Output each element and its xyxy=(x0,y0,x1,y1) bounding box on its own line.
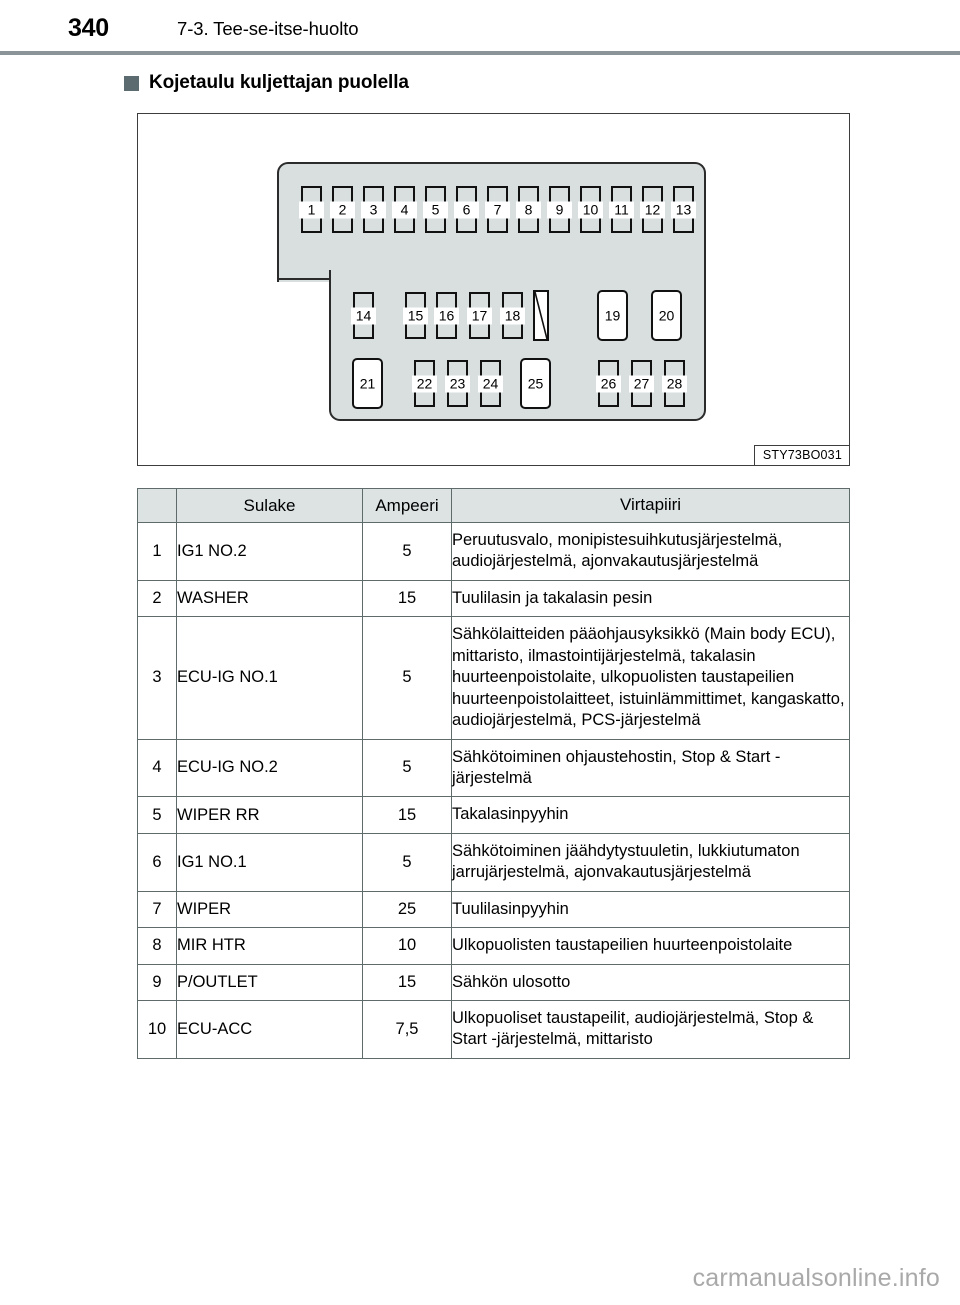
fuse-slot-2-label: 2 xyxy=(330,201,355,218)
fuse-slot-28-label: 28 xyxy=(662,375,687,392)
fuse-table-body xyxy=(138,523,850,1059)
cell-fuse-name: ECU-ACC xyxy=(177,1001,363,1059)
figure-code-label: STY73BO031 xyxy=(754,445,849,465)
fuse-slot-16 xyxy=(436,292,457,339)
diagonal-line-icon xyxy=(535,292,547,339)
relay-slot-19 xyxy=(597,290,628,341)
fuse-slot-7 xyxy=(487,186,508,233)
cell-number: 10 xyxy=(138,1001,177,1059)
relay-slot-21 xyxy=(352,358,383,409)
fuse-slot-18 xyxy=(502,292,523,339)
cell-ampere: 10 xyxy=(363,928,452,964)
fuse-slot-27-label: 27 xyxy=(629,375,654,392)
fuse-slot-5-label: 5 xyxy=(423,201,448,218)
fuse-slot-3-label: 3 xyxy=(361,201,386,218)
cell-circuit: Takalasinpyyhin xyxy=(452,797,850,833)
relay-slot-25-label: 25 xyxy=(527,375,544,391)
cell-circuit: Sähkön ulosotto xyxy=(452,964,850,1000)
cell-ampere: 5 xyxy=(363,617,452,739)
fuse-slot-6-label: 6 xyxy=(454,201,479,218)
square-bullet-icon xyxy=(124,76,139,91)
cell-fuse-name: WIPER xyxy=(177,891,363,927)
cell-fuse-name: MIR HTR xyxy=(177,928,363,964)
fuse-slot-18-label: 18 xyxy=(500,307,525,324)
cell-fuse-name: ECU-IG NO.2 xyxy=(177,739,363,797)
cell-fuse-name: IG1 NO.1 xyxy=(177,833,363,891)
table-row xyxy=(138,1001,850,1059)
fuse-slot-10-label: 10 xyxy=(578,201,603,218)
cell-fuse-name: WASHER xyxy=(177,580,363,616)
fuse-box-seam-mask xyxy=(331,266,704,276)
fuse-slot-12-label: 12 xyxy=(640,201,665,218)
cell-circuit: Sähkölaitteiden pääohjausyksikkö (Main body ECU), mittaristo, ilmastointijärjestelmä, takalasin huurteenpoistolaite, ulkopuolisten taustapeilien huurteenpoistolaitteet, istuinlämmittimet, kangaskatto, audiojärjestelmä, PCS-järjestelmä xyxy=(452,617,850,739)
fuse-slot-3 xyxy=(363,186,384,233)
fuse-slot-13-label: 13 xyxy=(671,201,696,218)
cell-ampere: 5 xyxy=(363,523,452,581)
fuse-list-table xyxy=(137,488,850,1059)
relay-slot-25 xyxy=(520,358,551,409)
fuse-slot-27 xyxy=(631,360,652,407)
fuse-slot-15 xyxy=(405,292,426,339)
fuse-slot-22 xyxy=(414,360,435,407)
relay-slot-19-label: 19 xyxy=(604,307,621,323)
table-row xyxy=(138,891,850,927)
fuse-slot-4 xyxy=(394,186,415,233)
cell-number: 9 xyxy=(138,964,177,1000)
fuse-slot-22-label: 22 xyxy=(412,375,437,392)
relay-slot-20-label: 20 xyxy=(658,307,675,323)
cell-fuse-name: WIPER RR xyxy=(177,797,363,833)
cell-ampere: 7,5 xyxy=(363,1001,452,1059)
fuse-slot-7-label: 7 xyxy=(485,201,510,218)
fuse-slot-9 xyxy=(549,186,570,233)
fuse-slot-24 xyxy=(480,360,501,407)
cell-number: 4 xyxy=(138,739,177,797)
table-row xyxy=(138,928,850,964)
cell-fuse-name: IG1 NO.2 xyxy=(177,523,363,581)
fuse-slot-15-label: 15 xyxy=(403,307,428,324)
fuse-slot-23 xyxy=(447,360,468,407)
fuse-slot-26 xyxy=(598,360,619,407)
relay-slot-20 xyxy=(651,290,682,341)
fuse-slot-empty xyxy=(533,290,549,341)
header-fuse: Sulake xyxy=(177,489,363,523)
fuse-slot-5 xyxy=(425,186,446,233)
fuse-slot-26-label: 26 xyxy=(596,375,621,392)
cell-ampere: 15 xyxy=(363,964,452,1000)
cell-number: 1 xyxy=(138,523,177,581)
fuse-box-body xyxy=(277,162,706,421)
section-title: 7-3. Tee-se-itse-huolto xyxy=(177,18,359,39)
fuse-slot-13 xyxy=(673,186,694,233)
table-row xyxy=(138,617,850,739)
page-number: 340 xyxy=(68,14,109,42)
fuse-slot-2 xyxy=(332,186,353,233)
cell-circuit: Sähkötoiminen ohjaustehostin, Stop & Start -järjestelmä xyxy=(452,739,850,797)
fuse-slot-4-label: 4 xyxy=(392,201,417,218)
subsection-heading xyxy=(124,72,409,94)
table-row xyxy=(138,739,850,797)
header-number xyxy=(138,489,177,523)
table-header-row xyxy=(138,489,850,523)
fuse-box-notch-edge xyxy=(278,278,331,280)
cell-number: 5 xyxy=(138,797,177,833)
fuse-slot-1-label: 1 xyxy=(299,201,324,218)
cell-number: 7 xyxy=(138,891,177,927)
fuse-slot-11 xyxy=(611,186,632,233)
cell-circuit: Ulkopuoliset taustapeilit, audiojärjestelmä, Stop & Start -järjestelmä, mittaristo xyxy=(452,1001,850,1059)
fuse-slot-14-label: 14 xyxy=(351,307,376,324)
fuse-slot-9-label: 9 xyxy=(547,201,572,218)
fuse-slot-1 xyxy=(301,186,322,233)
cell-circuit: Tuulilasin ja takalasin pesin xyxy=(452,580,850,616)
header-ampere: Ampeeri xyxy=(363,489,452,523)
table-row xyxy=(138,833,850,891)
header-circuit: Virtapiiri xyxy=(452,489,850,523)
header-divider xyxy=(0,51,960,55)
table-row xyxy=(138,797,850,833)
fuse-slot-10 xyxy=(580,186,601,233)
cell-number: 6 xyxy=(138,833,177,891)
cell-fuse-name: ECU-IG NO.1 xyxy=(177,617,363,739)
cell-ampere: 15 xyxy=(363,797,452,833)
fuse-slot-8 xyxy=(518,186,539,233)
fuse-slot-8-label: 8 xyxy=(516,201,541,218)
cell-circuit: Tuulilasinpyyhin xyxy=(452,891,850,927)
fuse-slot-17-label: 17 xyxy=(467,307,492,324)
cell-number: 8 xyxy=(138,928,177,964)
fuse-slot-6 xyxy=(456,186,477,233)
cell-ampere: 25 xyxy=(363,891,452,927)
cell-circuit: Sähkötoiminen jäähdytystuuletin, lukkiutumaton jarrujärjestelmä, ajonvakautusjärjestelmä xyxy=(452,833,850,891)
fuse-slot-17 xyxy=(469,292,490,339)
table-row xyxy=(138,580,850,616)
subsection-heading-label: Kojetaulu kuljettajan puolella xyxy=(149,72,409,93)
cell-ampere: 5 xyxy=(363,833,452,891)
relay-slot-21-label: 21 xyxy=(359,375,376,391)
fuse-slot-11-label: 11 xyxy=(609,201,634,218)
cell-circuit: Ulkopuolisten taustapeilien huurteenpoistolaite xyxy=(452,928,850,964)
cell-circuit: Peruutusvalo, monipistesuihkutusjärjestelmä, audiojärjestelmä, ajonvakautusjärjestelmä xyxy=(452,523,850,581)
fuse-slot-16-label: 16 xyxy=(434,307,459,324)
fuse-slot-23-label: 23 xyxy=(445,375,470,392)
fuse-table-header xyxy=(138,489,850,523)
fuse-box-seam-mask-left xyxy=(279,266,331,270)
fuse-slot-12 xyxy=(642,186,663,233)
fuse-slot-14 xyxy=(353,292,374,339)
table-row xyxy=(138,523,850,581)
cell-fuse-name: P/OUTLET xyxy=(177,964,363,1000)
table-row xyxy=(138,964,850,1000)
cell-number: 3 xyxy=(138,617,177,739)
cell-ampere: 15 xyxy=(363,580,452,616)
site-watermark: carmanualsonline.info xyxy=(692,1264,940,1292)
fuse-slot-28 xyxy=(664,360,685,407)
cell-number: 2 xyxy=(138,580,177,616)
cell-ampere: 5 xyxy=(363,739,452,797)
fuse-slot-24-label: 24 xyxy=(478,375,503,392)
page-header xyxy=(0,0,960,52)
fuse-box-diagram xyxy=(137,113,850,466)
